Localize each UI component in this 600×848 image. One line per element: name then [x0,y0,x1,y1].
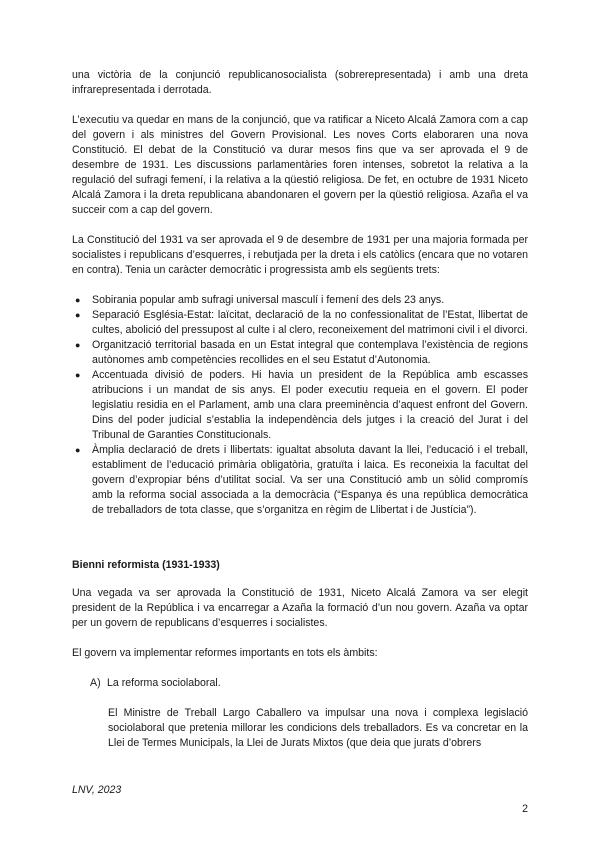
paragraph-intro: una victòria de la conjunció republicanosocialista (sobrerepresentada) i amb una dreta infrarepresentada i derrotada. [72,69,528,96]
list-item [72,293,528,308]
bullet-icon: ● [75,370,81,380]
section-heading: Bienni reformista (1931-1933) [72,559,220,571]
list-item-text: Sobirania popular amb sufragi universal masculí i femení des dels 23 anys. [92,294,445,306]
page-number: 2 [522,803,528,815]
bullet-icon: ● [75,445,81,455]
bullet-icon: ● [75,340,81,350]
lettered-item-a [90,676,528,691]
list-item [72,308,528,338]
list-item-text: Accentuada divisió de poders. Hi havia un president de la República amb escasses atribucions i un mandat de sis anys. El poder executiu requeia en el govern. El poder legislatiu residia en el Parlament, amb una clara preeminència d’aquest enfront del Govern. Dins del poder judicial s’establia la independència dels jutges i la creació del Jurat i del Tribunal de Garanties Constitucionals. [92,369,528,441]
list-item-text: Àmplia declaració de drets i llibertats: igualtat absoluta davant la llei, l’educació i el treball, establiment de l’educació primària obligatòria, gratuïta i laica. Es reconeixia la facultat del govern d’expropiar béns d’utilitat social. Va ser una Constitució amb un sòlid compromís amb la reforma social associada a la democràcia (“Espanya és una república democràtica de treballadors de tota classe, que s’organitza en règim de Llibertat i de Justícia”). [92,444,528,516]
footer-author: LNV, 2023 [72,784,122,796]
list-item [72,368,528,443]
bullet-icon: ● [75,295,81,305]
list-item-text: Separació Església-Estat: laïcitat, declaració de la no confessionalitat de l’Estat, llibertat de cultes, abolició del pressupost al culte i al clero, reconeixement del matrimoni civil i el divorci. [92,309,528,336]
bullet-icon: ● [75,310,81,320]
item-letter: A) [90,677,101,689]
list-item [72,338,528,368]
paragraph-bienni: Una vegada va ser aprovada la Constitució de 1931, Niceto Alcalá Zamora va ser elegit president de la República i va encarregar a Azaña la formació d’un nou govern. Azaña va optar per un govern de republicans d’esquerres i socialistes. [72,587,528,629]
paragraph-executiu: L’executiu va quedar en mans de la conjunció, que va ratificar a Niceto Alcalá Zamora com a cap del govern i als ministres del Govern Provisional. Les noves Corts elaboraren una nova Constitució. El debat de la Constitució va durar mesos fins que va ser aprovada el 9 de desembre de 1931. Les discussions parlamentàries foren intenses, sobretot la relativa a la regulació del sufragi femení, i la relativa a la qüestió religiosa. De fet, en octubre de 1931 Niceto Alcalá Zamora i la dreta republicana abandonaren el govern per la qüestió religiosa. Azaña el va succeir com a cap del govern. [72,114,528,216]
list-item-text: Organització territorial basada en un Estat integral que contemplava l’existència de regions autònomes amb competències recollides en el seu Estatut d’Autonomia. [92,339,528,366]
item-title: La reforma sociolaboral. [107,677,221,689]
list-item [72,443,528,518]
traits-list [72,293,528,518]
paragraph-reforma-sociolaboral: El Ministre de Treball Largo Caballero va impulsar una nova i complexa legislació sociolaboral que pretenia millorar les condicions dels treballadors. Es va concretar en la Llei de Termes Municipals, la Llei de Jurats Mixtos (que deia que jurats d’obrers [108,707,528,749]
paragraph-constitucio: La Constitució del 1931 va ser aprovada el 9 de desembre de 1931 per una majoria formada per socialistes i republicans d’esquerres, i rebutjada per la dreta i els catòlics (encara que no votaren en contra). Tenia un caràcter democràtic i progressista amb els següents trets: [72,234,528,276]
paragraph-reformes: El govern va implementar reformes importants en tots els àmbits: [72,647,378,659]
document-page [72,68,528,751]
